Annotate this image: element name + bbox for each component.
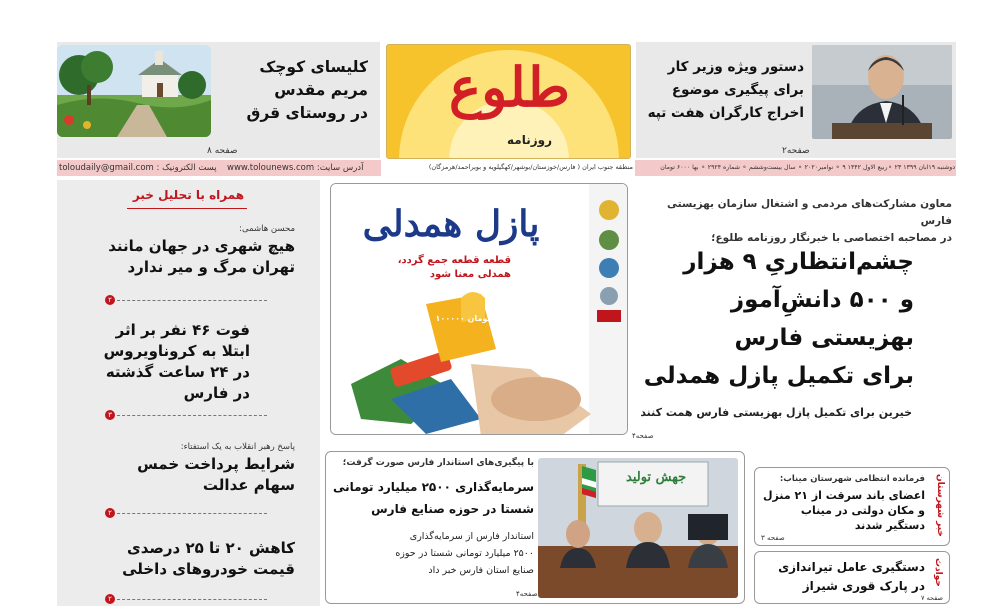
sidebar-title-underline: [127, 208, 247, 209]
police-story-box[interactable]: [754, 467, 950, 546]
police-kicker: فرمانده انتظامی شهرستان میناب:: [779, 474, 925, 484]
page-number-badge: ۳: [105, 410, 115, 420]
poster-page-ref: صفحه۴: [632, 432, 654, 440]
shiraz-page-ref: صفحه ۷: [921, 594, 944, 602]
police-page-ref: صفحه ۳: [761, 534, 785, 542]
region-text: منطقه جنوب ایران ( فارس/خوزستان/بوشهر/کهگیلویه و بویراحمد/هرمزگان): [428, 163, 633, 171]
sidebar-separator: [117, 300, 267, 301]
date-line: دوشنبه ۱۹آبان ۱۳۹۹ ⚬ ۲۳ربیع الاول ۱۴۴۲ ⚬ ۹ نوامبر۲۰۲۰ ⚬ سال بیست‌وششم ⚬ شماره ۲۹۲۴ ⚬ بها ۶۰۰۰ تومان: [660, 164, 955, 171]
site-text[interactable]: www.tolounews.com :آدرس سایت: [227, 163, 364, 173]
sidebar-separator: [117, 415, 267, 416]
sidebar-separator: [117, 513, 267, 514]
industry-banner: جهش تولید: [626, 470, 687, 485]
police-section-label: خبر شهرستان: [935, 474, 945, 537]
main-story-headline[interactable]: چشم‌انتظاریِ ۹ هزار و ۵۰۰ دانشِ‌آموز بهزیستی فارس برای تکمیل پازل همدلی: [643, 249, 914, 389]
top-right-page-ref: صفحه۲: [782, 146, 810, 156]
masthead-logo-text[interactable]: طلوع: [449, 55, 570, 119]
top-right-headline[interactable]: دستور ویژه وزیر کار برای پیگیری موضوع اخراج کارگران هفت تپه: [647, 59, 804, 121]
industry-headline: سرمایه‌گذاری ۲۵۰۰ میلیارد تومانی شستا در حوزه صنایع فارس: [332, 480, 534, 516]
minister-photo[interactable]: [812, 45, 952, 139]
minister-image: [812, 45, 952, 139]
industry-body: استاندار فارس از سرمایه‌گذاری ۲۵۰۰ میلیارد تومانی شستا در حوزه صنایع استان فارس خبر داد: [395, 531, 534, 576]
masthead-logo-box: [386, 44, 631, 159]
email-text[interactable]: toloudaily@gmail.com : پست الکترونیک: [59, 163, 217, 173]
sidebar-item-headline: هیچ شهری در جهان مانند تهران مرگ و میر ندارد: [108, 237, 295, 276]
page-number-badge: ۲: [105, 508, 115, 518]
page-number-badge: ۲: [105, 295, 115, 305]
shiraz-section-label: حوادث: [933, 558, 943, 587]
sidebar: [57, 180, 320, 606]
church-image: [57, 45, 211, 137]
top-left-page-ref: صفحه ۸: [207, 146, 238, 156]
info-bar: [57, 160, 956, 176]
main-story-kicker: معاون مشارکت‌های مردمی و اشتغال سازمان بهزیستی فارس در مصاحبه اختصاصی با خبرنگار روزنامه طلوع؛: [667, 198, 952, 244]
sidebar-item-1[interactable]: [65, 224, 295, 278]
top-left-headline[interactable]: کلیسای کوچک مریم مقدس در روستای قرق: [246, 58, 368, 122]
shiraz-headline: دستگیری عامل تیراندازی در پارک قوری شیراز: [778, 560, 925, 593]
puzzle-piece-label: ۱۰۰۰۰۰ تومان: [435, 314, 491, 323]
sidebar-item-3[interactable]: [65, 442, 295, 496]
industry-story-box[interactable]: [325, 451, 745, 604]
sidebar-title: همراه با تحلیل خبر: [132, 188, 245, 202]
shiraz-story-box[interactable]: [754, 551, 950, 604]
sidebar-separator: [117, 599, 267, 600]
sidebar-item-headline: شرایط پرداخت خمس سهام عدالت: [137, 455, 295, 494]
industry-kicker: با پیگیری‌های استاندار فارس صورت گرفت؛: [342, 458, 534, 468]
police-headline: اعضای باند سرقت از ۲۱ منزل و مکان دولتی در میناب دستگیر شدند: [763, 489, 925, 532]
page-number-badge: ۲: [105, 594, 115, 604]
main-story-subline: خیرین برای تکمیل پازل بهزیستی فارس همت کنند: [640, 406, 912, 419]
sidebar-item-4[interactable]: کاهش ۲۰ تا ۲۵ درصدی قیمت خودروهای داخلی: [122, 539, 295, 578]
sidebar-item-2[interactable]: فوت ۴۶ نفر بر اثر ابتلا به کروناویروس در ۲۴ ساعت گذشته در فارس: [103, 321, 250, 402]
poster-title: پازل همدلی: [362, 203, 540, 245]
poster-tagline: قطعه قطعه جمع گردد، همدلی معنا شود: [397, 255, 511, 280]
top-right-box: [636, 42, 956, 158]
masthead-subtitle: روزنامه: [507, 133, 552, 147]
puzzle-poster[interactable]: [330, 183, 628, 435]
church-photo[interactable]: [57, 45, 211, 137]
top-left-box: [57, 42, 380, 158]
sidebar-item-kicker: محسن هاشمی:: [239, 224, 295, 234]
sidebar-item-kicker: پاسخ رهبر انقلاب به یک استفتاء:: [180, 442, 295, 452]
industry-page-ref: صفحه۴: [516, 590, 538, 598]
